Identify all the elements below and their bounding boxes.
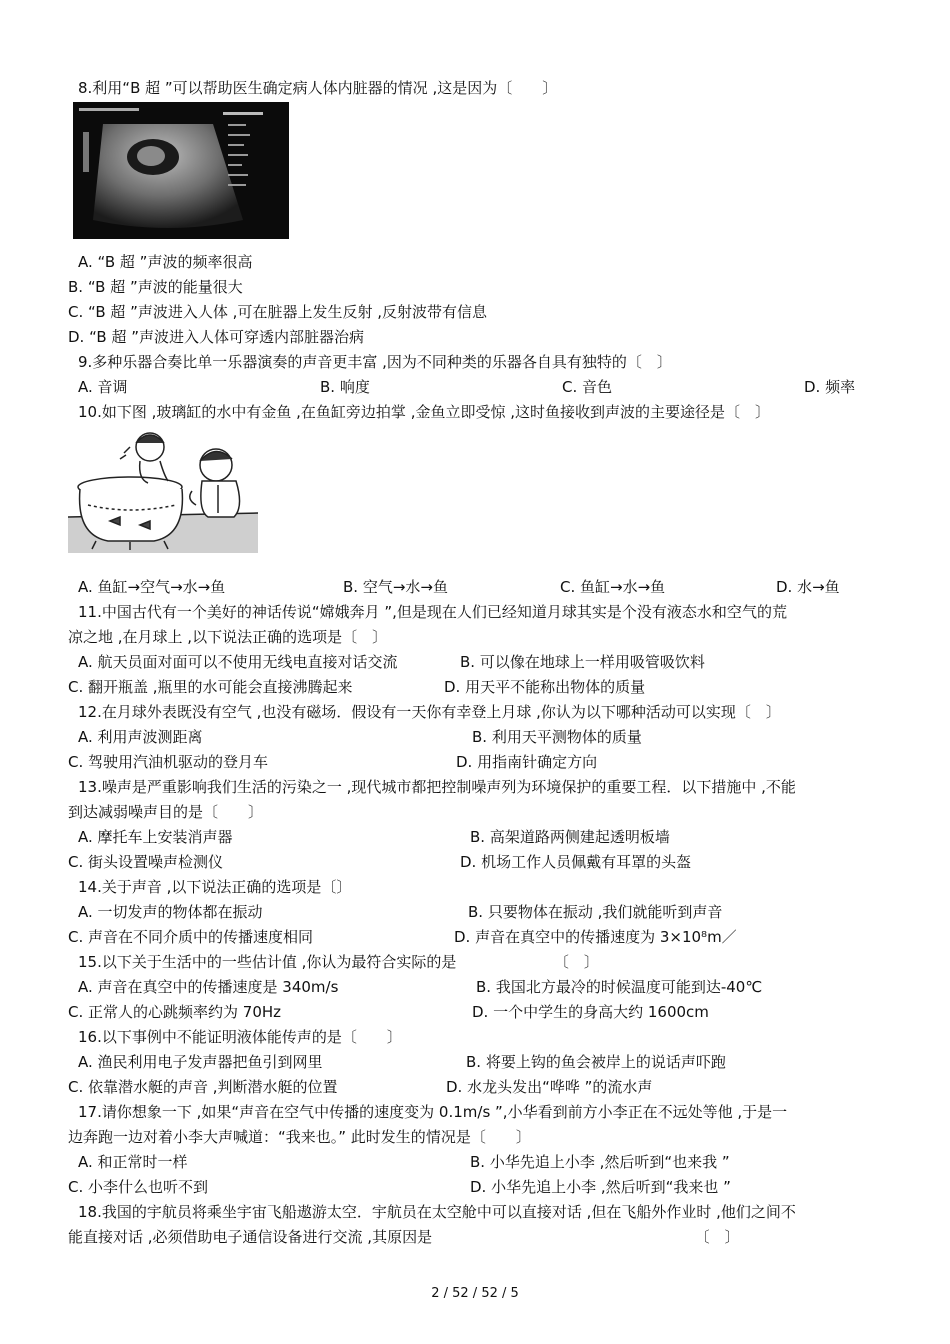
q10-option-c: C. 鱼缸→水→鱼	[560, 578, 666, 596]
q15-option-c: C. 正常人的心跳频率约为 70Hz	[68, 1003, 282, 1021]
q15-option-a: A. 声音在真空中的传播速度是 340m/s	[78, 978, 339, 996]
q14-option-b: B. 只要物体在振动 ,我们就能听到声音	[468, 903, 723, 921]
question-16-stem: 16.以下事例中不能证明液体能传声的是〔 〕	[78, 1028, 402, 1046]
question-17-stem-line1: 17.请你想象一下 ,如果“声音在空气中传播的速度变为 0.1m/s ”,小华看到前方小李正在不远处等他 ,于是一	[78, 1103, 788, 1121]
question-10-stem: 10.如下图 ,玻璃缸的水中有金鱼 ,在鱼缸旁边拍掌 ,金鱼立即受惊 ,这时鱼接收到声波的主要途径是〔 〕	[78, 403, 771, 421]
q14-option-c: C. 声音在不同介质中的传播速度相同	[68, 928, 314, 946]
q12-option-d: D. 用指南针确定方向	[456, 753, 598, 771]
question-11-stem-line2: 凉之地 ,在月球上 ,以下说法正确的选项是〔 〕	[68, 628, 388, 646]
q8-option-d: D. “B 超 ”声波进入人体可穿透内部脏器治病	[68, 328, 364, 346]
question-18-stem-line2: 能直接对话 ,必须借助电子通信设备进行交流 ,其原因是 〔 〕	[68, 1228, 740, 1246]
q11-option-a: A. 航天员面对面可以不使用无线电直接对话交流	[78, 653, 398, 671]
q9-option-d: D. 频率	[804, 378, 856, 396]
q12-option-c: C. 驾驶用汽油机驱动的登月车	[68, 753, 269, 771]
q8-option-a: A. “B 超 ”声波的频率很高	[78, 253, 253, 271]
question-15-stem: 15.以下关于生活中的一些估计值 ,你认为最符合实际的是 〔 〕	[78, 953, 599, 971]
q17-option-b: B. 小华先追上小李 ,然后听到“也来我 ”	[470, 1153, 730, 1171]
q9-option-c: C. 音色	[562, 378, 613, 396]
q13-option-d: D. 机场工作人员佩戴有耳罩的头盔	[460, 853, 692, 871]
q10-option-d: D. 水→鱼	[776, 578, 840, 596]
q11-option-c: C. 翻开瓶盖 ,瓶里的水可能会直接沸腾起来	[68, 678, 353, 696]
question-12-stem: 12.在月球外表既没有空气 ,也没有磁场．假设有一天你有幸登上月球 ,你认为以下哪种活动可以实现〔 〕	[78, 703, 781, 721]
q14-option-a: A. 一切发声的物体都在振动	[78, 903, 263, 921]
q8-option-c: C. “B 超 ”声波进入人体 ,可在脏器上发生反射 ,反射波带有信息	[68, 303, 487, 321]
q11-option-d: D. 用天平不能称出物体的质量	[444, 678, 646, 696]
q15-option-d: D. 一个中学生的身高大约 1600cm	[472, 1003, 709, 1021]
q17-option-c: C. 小李什么也听不到	[68, 1178, 209, 1196]
question-13-stem-line2: 到达减弱噪声目的是〔 〕	[68, 803, 264, 821]
q16-option-b: B. 将要上钩的鱼会被岸上的说话声吓跑	[466, 1053, 726, 1071]
q14-option-d: D. 声音在真空中的传播速度为 3×10⁸m／	[454, 928, 737, 946]
question-8-stem: 8.利用“B 超 ”可以帮助医生确定病人体内脏器的情况 ,这是因为〔 〕	[78, 79, 558, 97]
q15-option-b: B. 我国北方最冷的时候温度可能到达-40℃	[476, 978, 763, 996]
question-18-stem-line1: 18.我国的宇航员将乘坐宇宙飞船遨游太空．宇航员在太空舱中可以直接对话 ,但在飞船外作业时 ,他们之间不	[78, 1203, 796, 1221]
q17-option-a: A. 和正常时一样	[78, 1153, 188, 1171]
q13-option-a: A. 摩托车上安装消声器	[78, 828, 233, 846]
q9-option-b: B. 响度	[320, 378, 370, 396]
q13-option-c: C. 街头设置噪声检测仪	[68, 853, 224, 871]
q12-option-b: B. 利用天平测物体的质量	[472, 728, 642, 746]
question-14-stem: 14.关于声音 ,以下说法正确的选项是〔〕	[78, 878, 352, 896]
question-11-stem-line1: 11.中国古代有一个美好的神话传说“嫦娥奔月 ”,但是现在人们已经知道月球其实是个没有液态水和空气的荒	[78, 603, 787, 621]
q11-option-b: B. 可以像在地球上一样用吸管吸饮料	[460, 653, 705, 671]
q16-option-a: A. 渔民利用电子发声器把鱼引到网里	[78, 1053, 323, 1071]
q17-option-d: D. 小华先追上小李 ,然后听到“我来也 ”	[470, 1178, 731, 1196]
page-number: 2 / 52 / 52 / 5	[431, 1286, 519, 1301]
q12-option-a: A. 利用声波测距离	[78, 728, 203, 746]
ultrasound-image	[73, 102, 289, 239]
question-9-stem: 9.多种乐器合奏比单一乐器演奏的声音更丰富 ,因为不同种类的乐器各自具有独特的〔 〕	[78, 353, 672, 371]
fish-tank-illustration	[68, 425, 258, 553]
question-13-stem-line1: 13.噪声是严重影响我们生活的污染之一 ,现代城市都把控制噪声列为环境保护的重要工程．以下措施中 ,不能	[78, 778, 796, 796]
q16-option-d: D. 水龙头发出“哗哗 ”的流水声	[446, 1078, 653, 1096]
q10-option-a: A. 鱼缸→空气→水→鱼	[78, 578, 226, 596]
q9-option-a: A. 音调	[78, 378, 128, 396]
q10-option-b: B. 空气→水→鱼	[343, 578, 448, 596]
q8-option-b: B. “B 超 ”声波的能量很大	[68, 278, 243, 296]
q16-option-c: C. 依靠潜水艇的声音 ,判断潜水艇的位置	[68, 1078, 338, 1096]
question-17-stem-line2: 边奔跑一边对着小李大声喊道：“我来也。” 此时发生的情况是〔 〕	[68, 1128, 531, 1146]
q13-option-b: B. 高架道路两侧建起透明板墙	[470, 828, 670, 846]
